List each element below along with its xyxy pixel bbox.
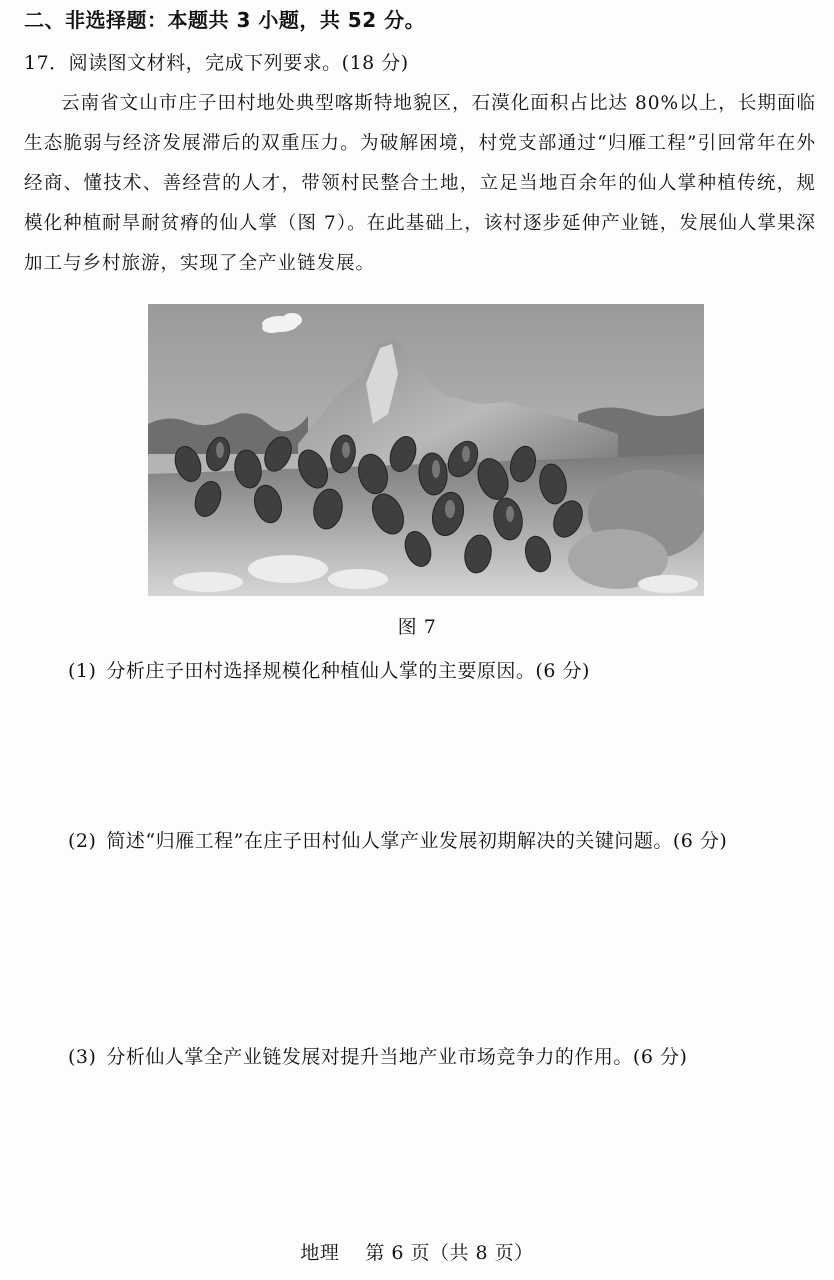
- cactus-photo: [148, 304, 704, 596]
- sub-question-text: 分析仙人掌全产业链发展对提升当地产业市场竞争力的作用。(6 分): [106, 1046, 688, 1068]
- sub-question-text: 简述“归雁工程”在庄子田村仙人掌产业发展初期解决的关键问题。(6 分): [106, 830, 728, 852]
- question-title: 17．阅读图文材料，完成下列要求。(18 分): [24, 52, 409, 74]
- footer-page-number: 第 6 页（共 8 页）: [365, 1242, 534, 1264]
- page-footer: [0, 1238, 834, 1265]
- figure-caption: 图 7: [397, 616, 437, 638]
- section-heading: 二、非选择题：本题共 3 小题，共 52 分。: [24, 8, 426, 32]
- sub-question-number: (2): [68, 830, 97, 852]
- footer-subject: 地理: [300, 1242, 340, 1264]
- cactus-photo-illustration: [148, 304, 704, 596]
- sub-question-2: [68, 826, 727, 853]
- sub-question-text: 分析庄子田村选择规模化种植仙人掌的主要原因。(6 分): [106, 660, 590, 682]
- sub-question-number: (3): [68, 1046, 97, 1068]
- question-material-paragraph: 云南省文山市庄子田村地处典型喀斯特地貌区，石漠化面积占比达 80%以上，长期面临生态脆弱与经济发展滞后的双重压力。为破解困境，村党支部通过“归雁工程”引回常年在外经商、懂技术、善经营的人才，带领村民整合土地，立足当地百余年的仙人掌种植传统，规模化种植耐旱耐贫瘠的仙人掌（图 7）。在此基础上，该村逐步延伸产业链，发展仙人掌果深加工与乡村旅游，实现了全产业链发展。: [24, 93, 816, 274]
- sub-question-1: [68, 656, 590, 683]
- sub-question-3: [68, 1042, 687, 1069]
- sub-question-number: (1): [68, 660, 97, 682]
